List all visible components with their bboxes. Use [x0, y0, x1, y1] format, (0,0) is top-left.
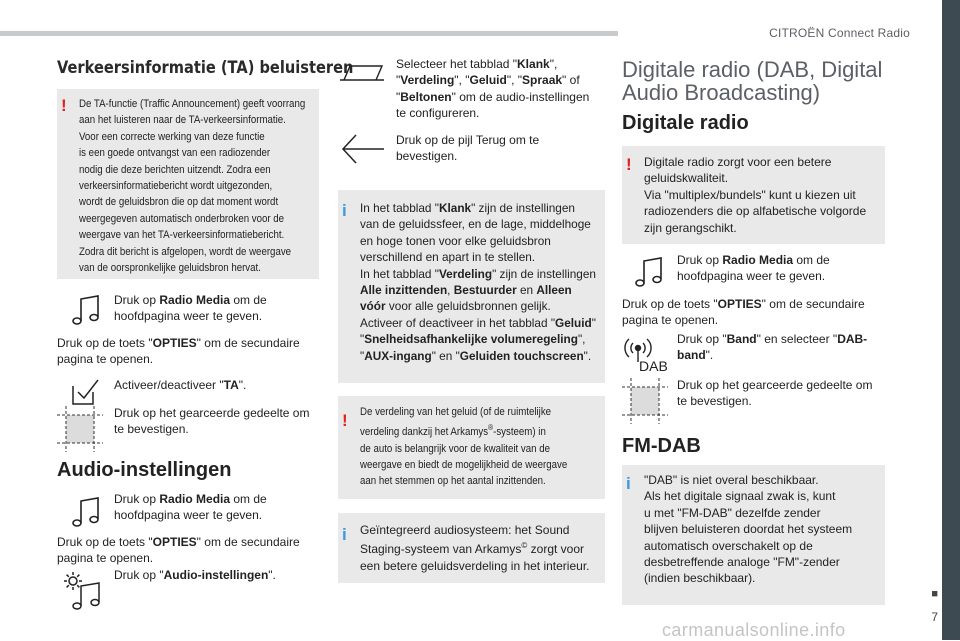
tab-icon	[338, 58, 382, 96]
music-note-icon	[65, 492, 109, 530]
audio-info-box-2	[338, 513, 605, 583]
info-mark-icon: i	[342, 201, 347, 220]
info-mark-icon: i	[342, 525, 347, 544]
shaded-area-icon	[622, 378, 666, 416]
audio-warning-box	[338, 396, 605, 499]
ta-step-radio-media: Druk op Radio Media om de hoofdpagina weer te geven.	[114, 293, 267, 324]
audio-info-text-2: Geïntegreerd audiosysteem: het Sound Staging-systeem van Arkamys© zorgt voor een betere geluidsverdeling in het interieur.	[360, 523, 590, 573]
svg-text:DAB: DAB	[639, 358, 668, 374]
section-title-dab: Digitale radio (DAB, Digital Audio Broadcasting)	[622, 57, 883, 105]
dab-warning-box	[622, 146, 885, 244]
dab-options-paragraph: Druk op de toets "OPTIES" om de secundaire pagina te openen.	[622, 297, 865, 328]
warning-mark-icon: !	[342, 411, 348, 430]
audio-step-open-settings: Druk op "Audio-instellingen".	[114, 568, 276, 582]
section-title-fm-dab: FM-DAB	[622, 435, 701, 457]
audio-info-box	[338, 190, 605, 383]
audio-step-select-tab: Selecteer het tabblad "Klank", "Verdeling", "Geluid", "Spraak" of "Beltonen" om de audio-instellingen te configureren.	[396, 57, 590, 121]
page-number: 7	[931, 610, 938, 624]
ta-step-toggle: Activeer/deactiveer "TA".	[114, 378, 247, 392]
dab-antenna-icon	[624, 332, 672, 374]
ta-options-paragraph: Druk op de toets "OPTIES" om de secundaire pagina te openen.	[57, 336, 300, 367]
section-subtitle-digital-radio: Digitale radio	[622, 112, 749, 134]
audio-step-radio-media: Druk op Radio Media om de hoofdpagina weer te geven.	[114, 492, 267, 523]
dab-warning-text: Digitale radio zorgt voor een betere geluidskwaliteit. Via "multiplex/bundels" kunt u kiezen uit radiozenders die op alfabetische volgorde zijn gerangschikt.	[644, 155, 867, 235]
audio-options-paragraph: Druk op de toets "OPTIES" om de secundaire pagina te openen.	[57, 535, 300, 566]
settings-music-icon	[61, 568, 105, 606]
warning-mark-icon: !	[626, 155, 632, 174]
fm-dab-info-box	[622, 465, 885, 605]
audio-step-back: Druk op de pijl Terug om te bevestigen.	[396, 133, 540, 164]
shaded-area-icon	[57, 406, 101, 444]
info-mark-icon: i	[626, 474, 631, 493]
audio-info-text: In het tabblad "Klank" zijn de instellingen van de geluidssfeer, en de lage, middelhoge en hoge tonen voor elke geluidsbron verschillend en apart in te stellen. In het tabblad "Verdeling" zijn de instellingen Alle inzittenden, Bestuurder en Alleen vóór voor alle geluidsbronnen gelijk. Activeer of deactiveer in het tabblad "Geluid" "Snelheidsafhankelijke volumeregeling", "AUX-ingang" en "Geluiden touchscreen".	[360, 201, 596, 363]
chapter-sidebar	[942, 0, 960, 640]
dab-step-confirm: Druk op het gearceerde gedeelte om te bevestigen.	[677, 378, 873, 409]
top-rule	[0, 31, 618, 36]
fm-dab-info-text: "DAB" is niet overal beschikbaar. Als het digitale signaal zwak is, kunt u met "FM-DAB" dezelfde zender blijven beluisteren doordat het systeem automatisch overschakelt op de desbetreffende analoge "FM"-zender (indien beschikbaar).	[644, 473, 853, 586]
running-head: CITROËN Connect Radio	[769, 26, 910, 40]
music-note-icon	[65, 290, 109, 328]
ta-step-confirm: Druk op het gearceerde gedeelte om te bevestigen.	[114, 406, 310, 437]
ta-warning-text: De TA-functie (Traffic Announcement) geeft voorrang aan het luisteren naar de TA-verkeersinformatie. Voor een correcte werking van deze functie is een goede ontvangst van een radiozender nodig die deze berichten uitzendt. Zodra een verkeersinformatiebericht wordt uitgezonden, wordt de geluidsbron die op dat moment wordt weergegeven automatisch onderbroken voor de weergave van het TA-verkeersinformatiebericht. Zodra dit bericht is afgelopen, wordt de weergave van de oorspronkelijke geluidsbron hervat.	[79, 98, 306, 275]
section-title-ta: Verkeersinformatie (TA) beluisteren	[57, 58, 354, 78]
back-arrow-icon	[340, 132, 384, 170]
warning-mark-icon: !	[61, 96, 67, 115]
ta-warning-box	[57, 89, 319, 279]
music-note-icon	[628, 252, 672, 290]
nav-dot: ■	[931, 588, 938, 600]
dab-step-select-band: Druk op "Band" en selecteer "DAB- band".	[677, 332, 868, 363]
section-title-audio: Audio-instellingen	[57, 459, 232, 481]
watermark: carmanualsonline.info	[662, 620, 846, 640]
dab-step-radio-media: Druk op Radio Media om de hoofdpagina weer te geven.	[677, 253, 830, 284]
audio-warning-text: De verdeling van het geluid (of de ruimtelijke verdeling dankzij het Arkamys®-systeem) in de auto is belangrijk voor de kwaliteit van de weergave en biedt de mogelijkheid de weergave aan het stemmen op het aantal inzittenden.	[360, 406, 568, 488]
